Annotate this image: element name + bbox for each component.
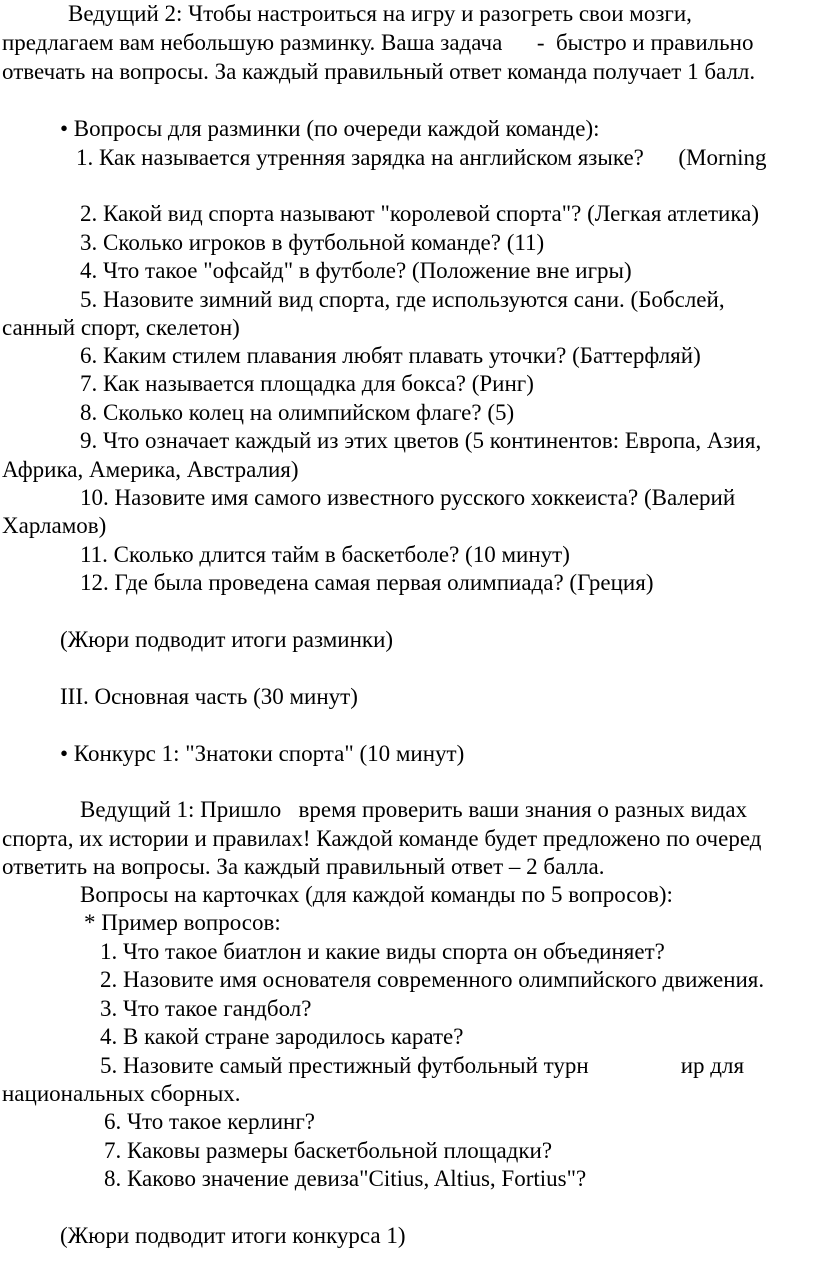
example-question-3: 3. Что такое гандбол?: [100, 996, 312, 1021]
warmup-question-11: 11. Сколько длится тайм в баскетболе? (10 минут): [80, 542, 570, 567]
warmup-question-8: 8. Сколько колец на олимпийском флаге? (5): [80, 400, 515, 425]
warmup-question-4: 4. Что такое "офсайд" в футболе? (Положение вне игры): [80, 258, 632, 283]
example-question-4: 4. В какой стране зародилось карате?: [100, 1024, 464, 1049]
intro-line-1: Ведущий 2: Чтобы настроиться на игру и разогреть свои мозги,: [68, 1, 692, 26]
examples-label: * Пример вопросов:: [84, 910, 281, 935]
warmup-question-6: 6. Каким стилем плавания любят плавать уточки? (Баттерфляй): [80, 343, 701, 368]
example-question-5: 5. Назовите самый престижный футбольный турн ир для: [100, 1053, 745, 1078]
contest1-title: • Конкурс 1: "Знатоки спорта" (10 минут): [60, 741, 465, 766]
example-question-5-cont: национальных сборных.: [2, 1081, 241, 1106]
intro-line-2: предлагаем вам небольшую разминку. Ваша задача - быстро и правильно: [2, 30, 754, 55]
jury-contest1-note: (Жюри подводит итоги конкурса 1): [60, 1223, 406, 1248]
contest1-intro-line-4: Вопросы на карточках (для каждой команды по 5 вопросов):: [80, 882, 673, 907]
warmup-question-2: 2. Какой вид спорта называют "королевой спорта"? (Легкая атлетика): [80, 201, 760, 226]
example-question-2: 2. Назовите имя основателя современного олимпийского движения.: [100, 967, 765, 992]
jury-warmup-note: (Жюри подводит итоги разминки): [60, 627, 394, 652]
contest1-intro-line-1: Ведущий 1: Пришло время проверить ваши знания о разных видах: [80, 797, 748, 822]
warmup-heading: • Вопросы для разминки (по очереди каждой команде):: [60, 116, 600, 141]
example-question-1: 1. Что такое биатлон и какие виды спорта он объединяет?: [100, 939, 665, 964]
warmup-question-3: 3. Сколько игроков в футбольной команде? (11): [80, 230, 545, 255]
warmup-question-1: 1. Как называется утренняя зарядка на английском языке? (Morning: [76, 145, 767, 170]
example-question-7: 7. Каковы размеры баскетбольной площадки?: [104, 1138, 553, 1163]
intro-line-3: отвечать на вопросы. За каждый правильный ответ команда получает 1 балл.: [2, 59, 756, 84]
warmup-question-10: 10. Назовите имя самого известного русского хоккеиста? (Валерий: [80, 485, 736, 510]
warmup-question-5-cont: санный спорт, скелетон): [2, 315, 240, 340]
warmup-question-7: 7. Как называется площадка для бокса? (Ринг): [80, 371, 534, 396]
warmup-question-9: 9. Что означает каждый из этих цветов (5 континентов: Европа, Азия,: [80, 428, 762, 453]
warmup-question-9-cont: Африка, Америка, Австралия): [2, 457, 299, 482]
example-question-6: 6. Что такое керлинг?: [104, 1109, 315, 1134]
contest1-intro-line-3: ответить на вопросы. За каждый правильный ответ – 2 балла.: [2, 854, 605, 879]
example-question-8: 8. Каково значение девиза"Citius, Altius, Fortius"?: [104, 1166, 587, 1191]
warmup-question-12: 12. Где была проведена самая первая олимпиада? (Греция): [80, 570, 654, 595]
warmup-question-10-cont: Харламов): [2, 513, 107, 538]
warmup-question-5: 5. Назовите зимний вид спорта, где используются сани. (Бобслей,: [80, 287, 725, 312]
contest1-intro-line-2: спорта, их истории и правилах! Каждой команде будет предложено по очеред: [2, 826, 762, 851]
main-part-heading: III. Основная часть (30 минут): [60, 684, 358, 709]
